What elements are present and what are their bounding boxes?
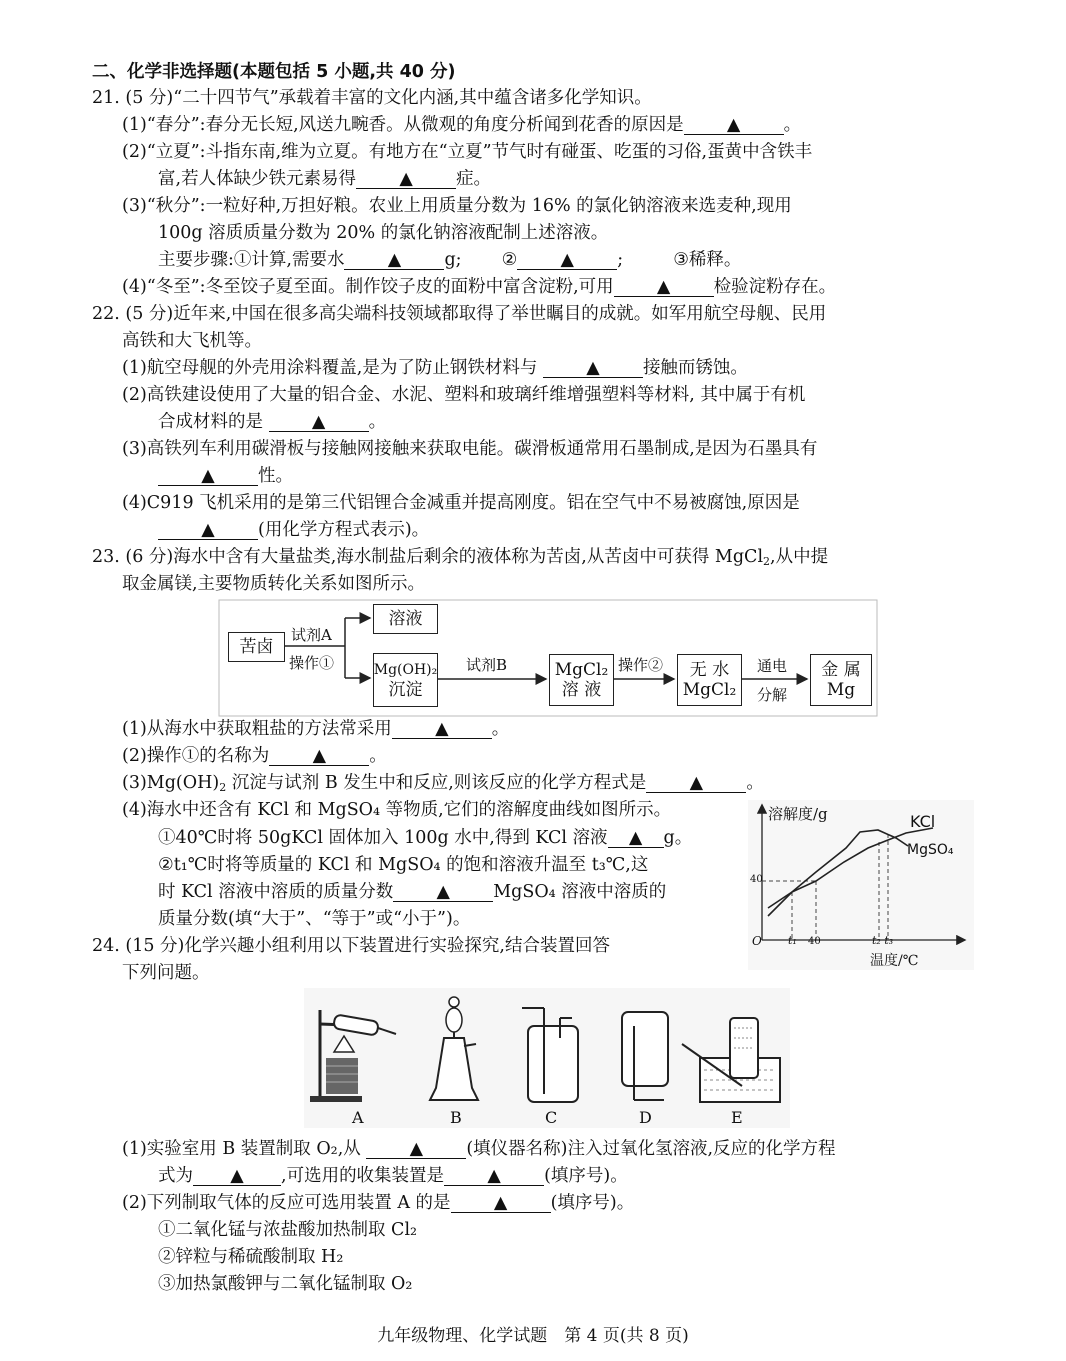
q22-p1-text: (1)航空母舰的外壳用涂料覆盖,是为了防止钢铁材料与 <box>122 358 538 378</box>
page-footer: 九年级物理、化学试题 第 4 页(共 8 页) <box>377 1326 689 1346</box>
q24-option-2: ②锌粒与稀硫酸制取 H₂ <box>158 1247 344 1267</box>
q22-part2-line1: (2)高铁建设使用了大量的铝合金、水泥、塑料和玻璃纤维增强塑料等材料, 其中属于有机 <box>122 385 806 405</box>
answer-blank[interactable]: ▲ <box>269 747 369 766</box>
box-mgoh2 <box>373 653 438 707</box>
soln2-label: 溶 液 <box>561 680 602 700</box>
q24-p1a-text: (1)实验室用 B 装置制取 O₂,从 <box>122 1139 361 1159</box>
q24-p1b-text2: ,可选用的收集装置是 <box>281 1166 445 1186</box>
q22-p1-end: 接触而锈蚀。 <box>642 358 748 378</box>
q23-p4i-text: ①40℃时将 50gKCl 固体加入 100g 水中,得到 KCl 溶液 <box>158 828 608 848</box>
q23-p1-end: 。 <box>491 719 510 739</box>
q24-p1b-text: 式为 <box>158 1166 193 1186</box>
q23-part4: (4)海水中还含有 KCl 和 MgSO₄ 等物质,它们的溶解度曲线如图所示。 <box>122 800 672 820</box>
q23-part4-ii-line3: 质量分数(填“大于”、“等于”或“小于”)。 <box>158 909 471 929</box>
box-metal-mg <box>810 654 872 706</box>
q21-p4-text: (4)“冬至”:冬至饺子夏至面。制作饺子皮的面粉中富含淀粉,可用 <box>122 277 614 297</box>
q24-stem-line2: 下列问题。 <box>122 963 210 983</box>
graph-origin: O <box>752 934 762 948</box>
q23-p3-text: 沉淀与试剂 B 发生中和反应,则该反应的化学方程式是 <box>226 773 647 793</box>
q23-stem-line1: 23. (6 分)海水中含有大量盐类,海水制盐后剩余的液体称为苦卤,从苦卤中可获得 MgCl$_2$,从中提 <box>92 547 829 568</box>
q23-part1 <box>122 717 509 741</box>
label-op2: 操作② <box>618 656 664 674</box>
q23-p1-text: (1)从海水中获取粗盐的方法常采用 <box>122 719 392 739</box>
answer-blank[interactable]: ▲ <box>392 720 492 739</box>
q22-p2b-text: 合成材料的是 <box>158 412 263 432</box>
graph-t2t3: t₂ t₃ <box>872 934 894 947</box>
q23-part4-ii-line2 <box>158 880 666 904</box>
graph-kcl-label: KCl <box>910 812 936 831</box>
precip-label: 沉淀 <box>388 680 423 700</box>
apparatus-label-b: B <box>450 1108 462 1127</box>
mgoh2-formula: Mg(OH)₂ <box>373 662 438 678</box>
q21-p3c-semicolon: ; <box>617 250 624 270</box>
q24-p2-text: (2)下列制取气体的反应可选用装置 A 的是 <box>122 1193 451 1213</box>
q23-part3: $(3)Mg(OH)_2$ 沉淀与试剂 B 发生中和反应,则该反应的化学方程式是 ▲ 。 <box>122 773 764 794</box>
answer-blank[interactable]: ▲ <box>451 1194 551 1213</box>
apparatus-label-a: A <box>352 1108 364 1127</box>
answer-blank[interactable]: ▲ <box>608 829 664 848</box>
answer-blank[interactable]: ▲ <box>646 774 746 793</box>
solubility-curves <box>748 800 974 970</box>
q23-p3-formula: (3)Mg(OH) <box>122 773 220 793</box>
q24-part1-line1 <box>122 1137 836 1161</box>
q23-p4i-end: g。 <box>663 828 693 848</box>
section-title: 二、化学非选择题(本题包括 5 小题,共 40 分) <box>92 62 456 82</box>
q21-p1-end: 。 <box>783 115 802 135</box>
graph-t1: t₁ <box>788 934 797 947</box>
answer-blank[interactable]: ▲ <box>158 521 258 540</box>
q22-stem-line2: 高铁和大飞机等。 <box>122 331 262 351</box>
mgcl2-formula: MgCl₂ <box>554 660 609 680</box>
graph-xlabel: 温度/℃ <box>870 953 919 969</box>
q24-p1b-end: (填序号)。 <box>544 1166 628 1186</box>
q23-p2-text: (2)操作①的名称为 <box>122 746 270 766</box>
label-reagentA: 试剂A <box>291 626 332 644</box>
q21-p1-text: (1)“春分”:春分无长短,风送九畹香。从微观的角度分析闻到花香的原因是 <box>122 115 684 135</box>
metal-label: 金 属 <box>821 660 861 680</box>
answer-blank[interactable]: ▲ <box>158 467 258 486</box>
graph-x40: 40 <box>808 936 821 947</box>
q23-p4ii-text2: MgSO₄ 溶液中溶质的 <box>493 882 667 902</box>
q24-p1a-text2: (填仪器名称)注入过氧化氢溶液,反应的化学方程 <box>466 1139 836 1159</box>
q24-part2 <box>122 1191 634 1215</box>
q21-p3c-unit: g; <box>444 250 462 270</box>
label-electro: 通电 <box>757 657 788 675</box>
label-op1: 操作① <box>289 654 335 672</box>
q23-part4-ii-line1: ②t₁℃时将等质量的 KCl 和 MgSO₄ 的饱和溶液升温至 t₃℃,这 <box>158 855 649 875</box>
box-anhydrous-mgcl2 <box>677 654 742 706</box>
q24-stem-line1: 24. (15 分)化学兴趣小组利用以下装置进行实验探究,结合装置回答 <box>92 936 610 956</box>
q23-part4-i <box>158 826 692 850</box>
q21-part3-line2: 100g 溶质质量分数为 20% 的氯化钠溶液配制上述溶液。 <box>158 223 609 243</box>
q21-part3-line1: (3)“秋分”:一粒好种,万担好粮。农业上用质量分数为 16% 的氯化钠溶液来选麦种,现用 <box>122 196 792 216</box>
q22-stem-line1: 22. (5 分)近年来,中国在很多高尖端科技领域都取得了举世瞩目的成就。如军用航空母舰、民用 <box>92 304 827 324</box>
graph-bg <box>748 800 974 970</box>
apparatus-d-icon <box>622 1012 668 1100</box>
graph-y40: 40 <box>750 874 763 885</box>
q22-part4-line1: (4)C919 飞机采用的是第三代铝锂合金减重并提高刚度。铝在空气中不易被腐蚀,原因是 <box>122 493 800 513</box>
answer-blank[interactable]: ▲ <box>193 1167 281 1186</box>
q23-stem-line2: 取金属镁,主要物质转化关系如图所示。 <box>122 574 426 594</box>
graph-ylabel: 溶解度/g <box>768 805 828 823</box>
answer-blank[interactable]: ▲ <box>543 359 643 378</box>
graph-mgso4-label: MgSO₄ <box>907 842 954 858</box>
q23-p4ii-text: 时 KCl 溶液中溶质的质量分数 <box>158 882 394 902</box>
q24-part1-line2 <box>158 1164 628 1188</box>
q21-p2b-text: 富,若人体缺少铁元素易得 <box>158 169 357 189</box>
label-decomp: 分解 <box>757 686 788 704</box>
q23-p2-end: 。 <box>369 746 387 766</box>
q21-p3c-step3: ③稀释。 <box>673 250 742 270</box>
mgcl2b-formula: MgCl₂ <box>682 680 737 700</box>
q23-p3-end: 。 <box>746 773 764 793</box>
apparatus-drawings <box>304 988 790 1128</box>
answer-blank[interactable]: ▲ <box>444 1167 544 1186</box>
q22-p3b-end: 性。 <box>258 466 293 486</box>
q21-part2-line1: (2)“立夏”:斗指东南,维为立夏。有地方在“立夏”节气时有碰蛋、吃蛋的习俗,蛋黄中含铁丰 <box>122 142 813 162</box>
q21-p3c-steps: 主要步骤:①计算,需要水 <box>158 250 345 270</box>
q21-p2b-end: 症。 <box>456 169 492 189</box>
q23-stem-text: 23. (6 分)海水中含有大量盐类,海水制盐后剩余的液体称为苦卤,从苦卤中可获得 MgCl <box>92 547 764 567</box>
q22-p2b-end: 。 <box>368 412 387 432</box>
q23-stem-cont: ,从中提 <box>770 547 829 567</box>
anhydrous-label: 无 水 <box>689 660 730 680</box>
box-mgcl2-solution <box>549 654 614 706</box>
answer-blank[interactable]: ▲ <box>356 170 456 189</box>
answer-blank[interactable]: ▲ <box>366 1140 466 1159</box>
apparatus-label-c: C <box>545 1108 558 1127</box>
apparatus-label-d: D <box>639 1108 652 1127</box>
answer-blank[interactable]: ▲ <box>517 251 617 270</box>
q21-stem: 21. (5 分)“二十四节气”承载着丰富的文化内涵,其中蕴含诸多化学知识。 <box>92 88 652 108</box>
q21-p3c-step2: ② <box>501 250 518 270</box>
box-solution: 溶液 <box>373 604 438 634</box>
q22-p4b-end: (用化学方程式表示)。 <box>258 520 430 540</box>
q22-part3-line1: (3)高铁列车利用碳滑板与接触网接触来获取电能。碳滑板通常用石墨制成,是因为石墨具有 <box>122 439 818 459</box>
q24-option-3: ③加热氯酸钾与二氧化锰制取 O₂ <box>158 1274 413 1294</box>
answer-blank[interactable]: ▲ <box>684 116 784 135</box>
box-kulu: 苦卤 <box>228 632 285 662</box>
q23-part2 <box>122 744 387 768</box>
q24-p2-end: (填序号)。 <box>550 1193 635 1213</box>
q21-p4-end: 检验淀粉存在。 <box>713 277 837 297</box>
answer-blank[interactable]: ▲ <box>393 883 493 902</box>
label-reagentB: 试剂B <box>466 656 508 674</box>
mg-label: Mg <box>826 680 856 700</box>
apparatus-label-e: E <box>731 1108 743 1127</box>
answer-blank[interactable]: ▲ <box>269 413 369 432</box>
answer-blank[interactable]: ▲ <box>344 251 444 270</box>
answer-blank[interactable]: ▲ <box>614 278 714 297</box>
q24-option-1: ①二氧化锰与浓盐酸加热制取 Cl₂ <box>158 1220 418 1240</box>
